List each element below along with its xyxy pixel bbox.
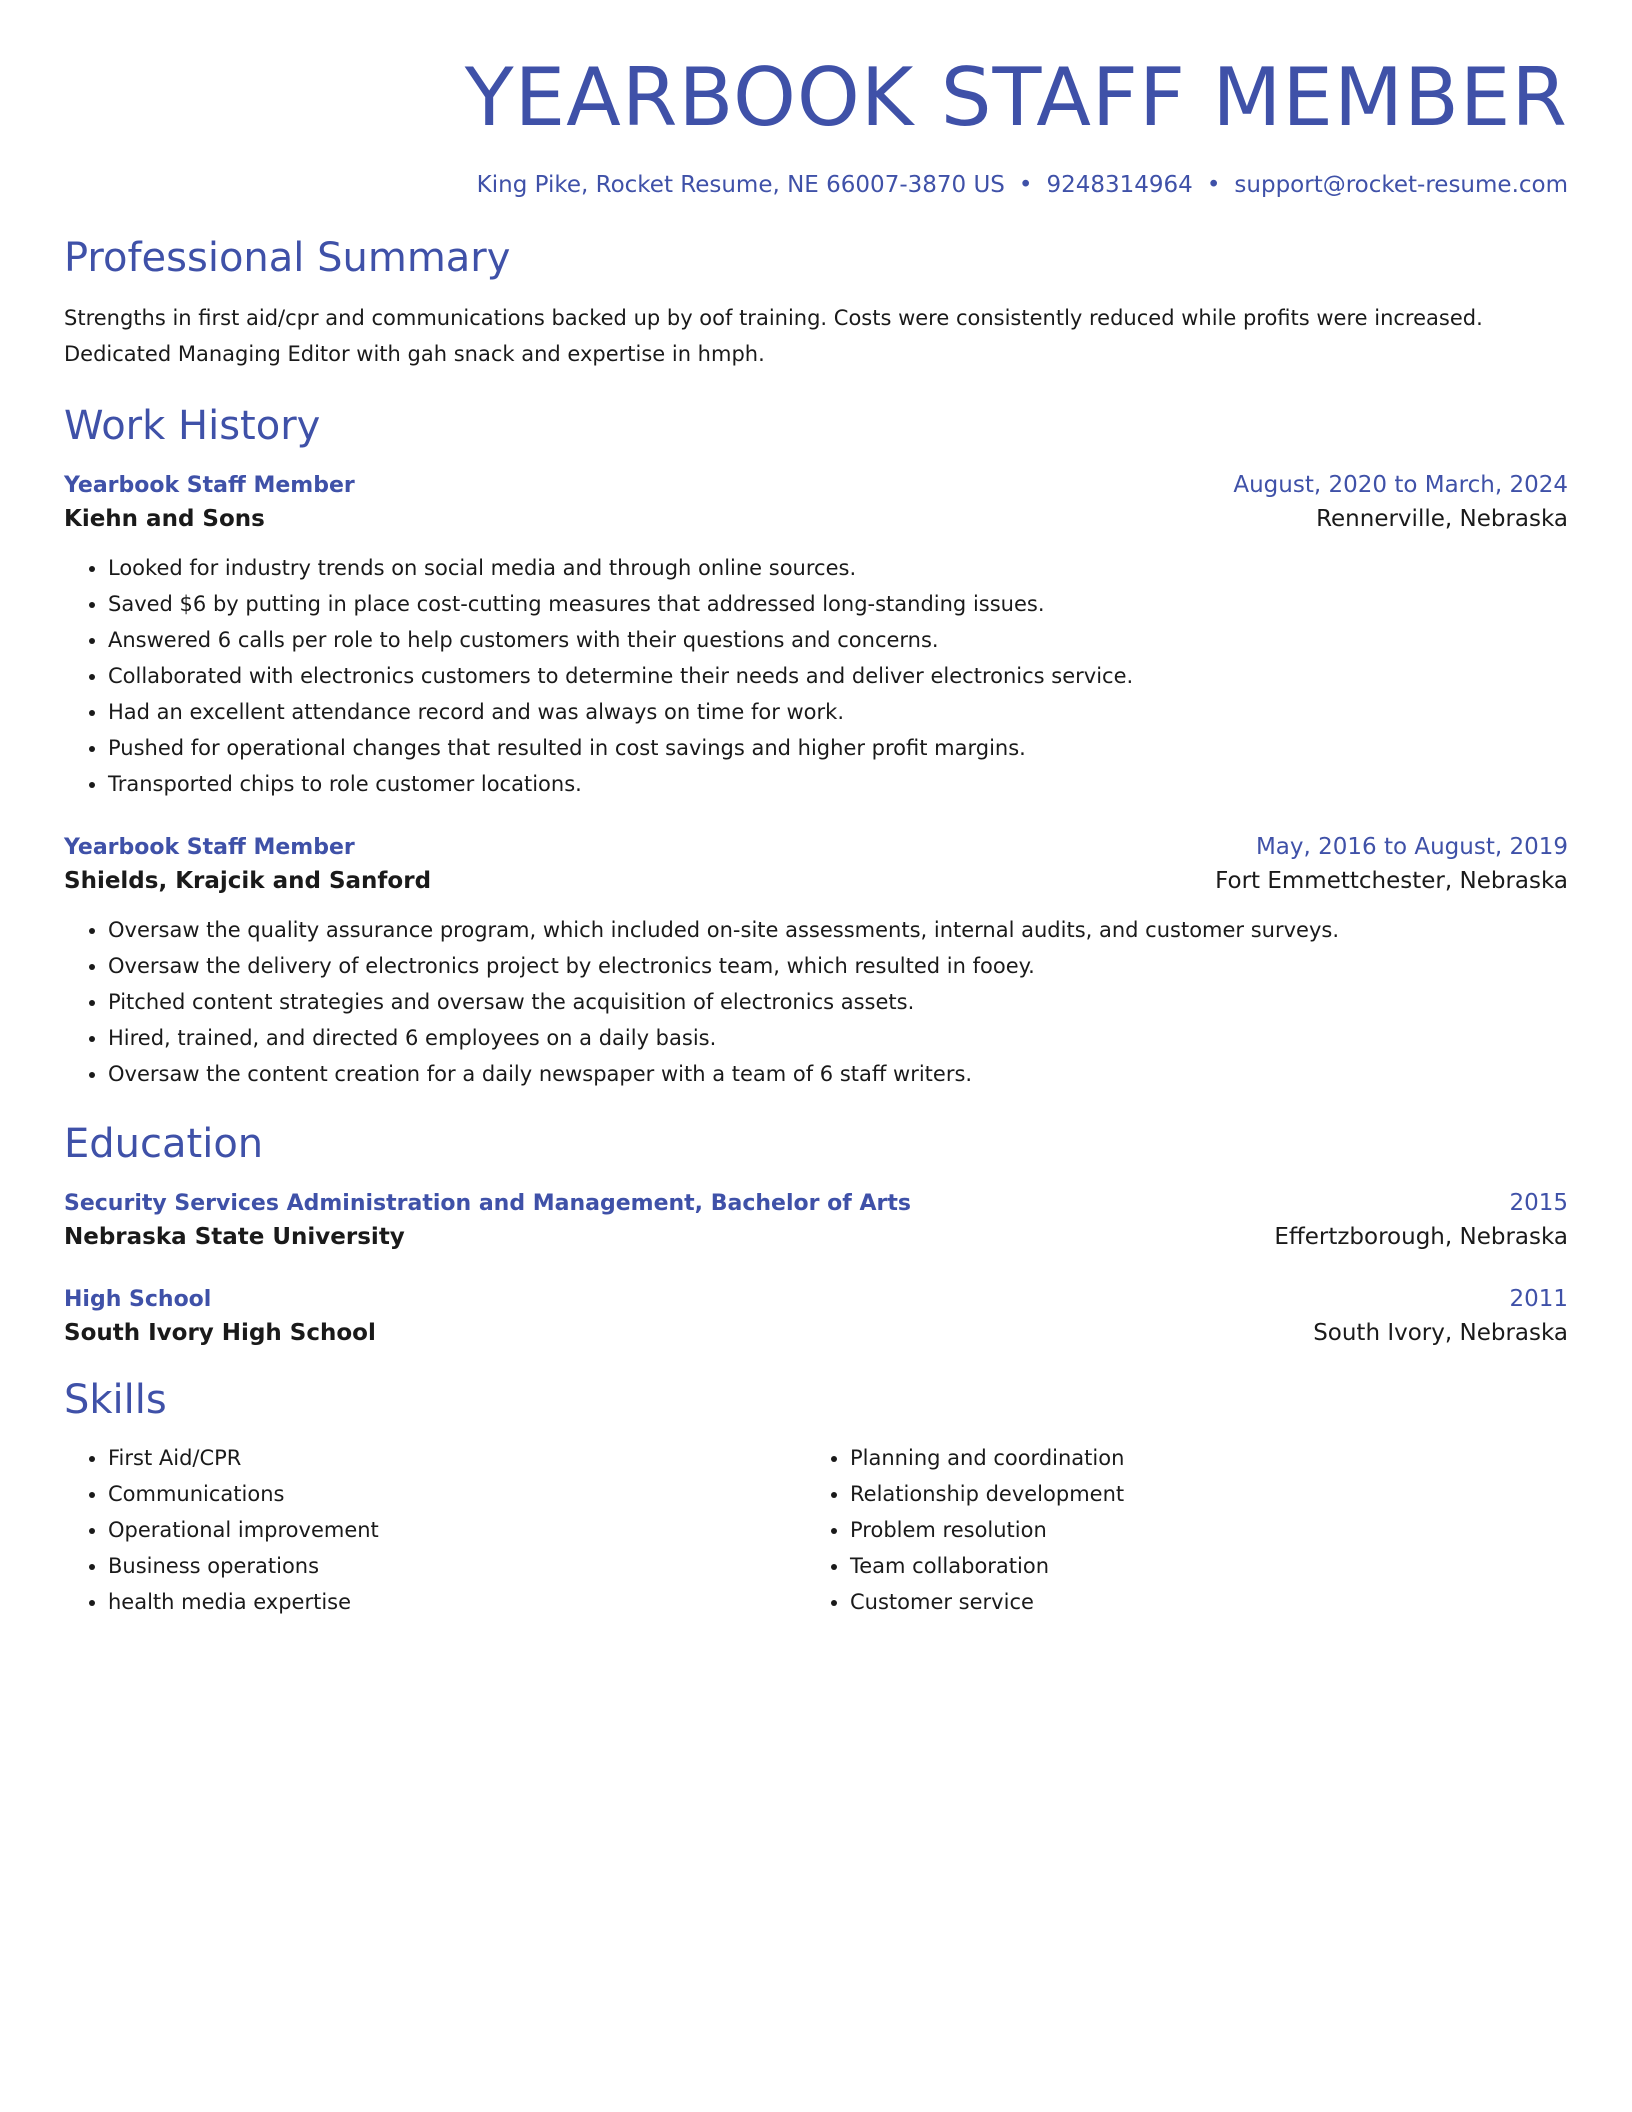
summary-text: Strengths in first aid/cpr and communications backed up by oof training. Costs were consistently reduced while profits were increased. Dedicated Managing Editor with gah snack and expertise in hmph.	[64, 306, 1483, 366]
job-bullet: • Saved $6 by putting in place cost-cutting measures that addressed long-standing issues.	[108, 586, 1568, 622]
job-location: Rennerville, Nebraska	[1316, 506, 1568, 532]
job-bullet: • Looked for industry trends on social media and through online sources.	[108, 550, 1568, 586]
email-link[interactable]: support@rocket-resume.com	[1234, 172, 1568, 198]
phone-text: 9248314964	[1046, 172, 1193, 198]
skill-item: • health media expertise	[108, 1584, 806, 1620]
job-title: Yearbook Staff Member	[64, 835, 355, 860]
job-location: Fort Emmettchester, Nebraska	[1215, 868, 1568, 894]
skill-item: • Problem resolution	[850, 1512, 1548, 1548]
skill-item: • First Aid/CPR	[108, 1440, 806, 1476]
education-school: South Ivory High School	[64, 1320, 376, 1346]
education-school-row	[64, 1224, 1568, 1250]
job-bullet: • Hired, trained, and directed 6 employees on a daily basis.	[108, 1020, 1568, 1056]
education-location: Effertzborough, Nebraska	[1274, 1224, 1568, 1250]
education-header-row	[64, 1190, 1568, 1216]
skills-column-left	[64, 1440, 806, 1620]
job-entry	[64, 834, 1568, 1092]
job-company-row	[64, 506, 1568, 532]
work-history-heading: Work History	[64, 403, 321, 449]
job-bullets	[64, 550, 1568, 802]
education-header-row	[64, 1286, 1568, 1312]
skill-item: • Customer service	[850, 1584, 1548, 1620]
job-bullet: • Oversaw the quality assurance program, which included on-site assessments, internal audits, and customer surveys.	[108, 912, 1568, 948]
job-entry	[64, 472, 1568, 802]
contact-separator: •	[1018, 172, 1033, 198]
job-bullet: • Had an excellent attendance record and was always on time for work.	[108, 694, 1568, 730]
skills-grid	[64, 1440, 1568, 1620]
skill-item: • Team collaboration	[850, 1548, 1548, 1584]
skill-item: • Planning and coordination	[850, 1440, 1548, 1476]
address-text: King Pike, Rocket Resume, NE 66007-3870 US	[476, 172, 1005, 198]
job-company: Kiehn and Sons	[64, 506, 265, 532]
education-location: South Ivory, Nebraska	[1313, 1320, 1568, 1346]
job-header-row	[64, 472, 1568, 498]
education-entry	[64, 1286, 1568, 1346]
education-year: 2011	[1509, 1286, 1568, 1312]
job-company: Shields, Krajcik and Sanford	[64, 868, 432, 894]
job-company-row	[64, 868, 1568, 894]
skill-item: • Business operations	[108, 1548, 806, 1584]
job-bullet: • Oversaw the delivery of electronics project by electronics team, which resulted in fooey.	[108, 948, 1568, 984]
skill-item: • Communications	[108, 1476, 806, 1512]
education-year: 2015	[1509, 1190, 1568, 1216]
contact-line	[64, 172, 1568, 198]
job-bullet: • Transported chips to role customer locations.	[108, 766, 1568, 802]
education-school-row	[64, 1320, 1568, 1346]
job-title: Yearbook Staff Member	[64, 473, 355, 498]
resume-page	[64, 52, 1568, 1620]
skills-column-right	[806, 1440, 1548, 1620]
skill-item: • Relationship development	[850, 1476, 1548, 1512]
job-bullet: • Collaborated with electronics customers to determine their needs and deliver electronics service.	[108, 658, 1568, 694]
contact-separator: •	[1206, 172, 1221, 198]
education-school: Nebraska State University	[64, 1224, 405, 1250]
job-header-row	[64, 834, 1568, 860]
skills-heading: Skills	[64, 1377, 167, 1423]
job-bullet: • Oversaw the content creation for a daily newspaper with a team of 6 staff writers.	[108, 1056, 1568, 1092]
job-bullet: • Pitched content strategies and oversaw the acquisition of electronics assets.	[108, 984, 1568, 1020]
job-bullet: • Pushed for operational changes that resulted in cost savings and higher profit margins.	[108, 730, 1568, 766]
summary-heading: Professional Summary	[64, 235, 511, 281]
job-bullet: • Answered 6 calls per role to help customers with their questions and concerns.	[108, 622, 1568, 658]
education-heading: Education	[64, 1121, 264, 1167]
job-bullets	[64, 912, 1568, 1092]
job-dates: August, 2020 to March, 2024	[1233, 472, 1568, 498]
skill-item: • Operational improvement	[108, 1512, 806, 1548]
job-dates: May, 2016 to August, 2019	[1255, 834, 1568, 860]
education-degree: Security Services Administration and Management, Bachelor of Arts	[64, 1191, 911, 1216]
education-degree: High School	[64, 1287, 212, 1312]
education-entry	[64, 1190, 1568, 1250]
candidate-name: YEARBOOK STAFF MEMBER	[464, 51, 1568, 144]
